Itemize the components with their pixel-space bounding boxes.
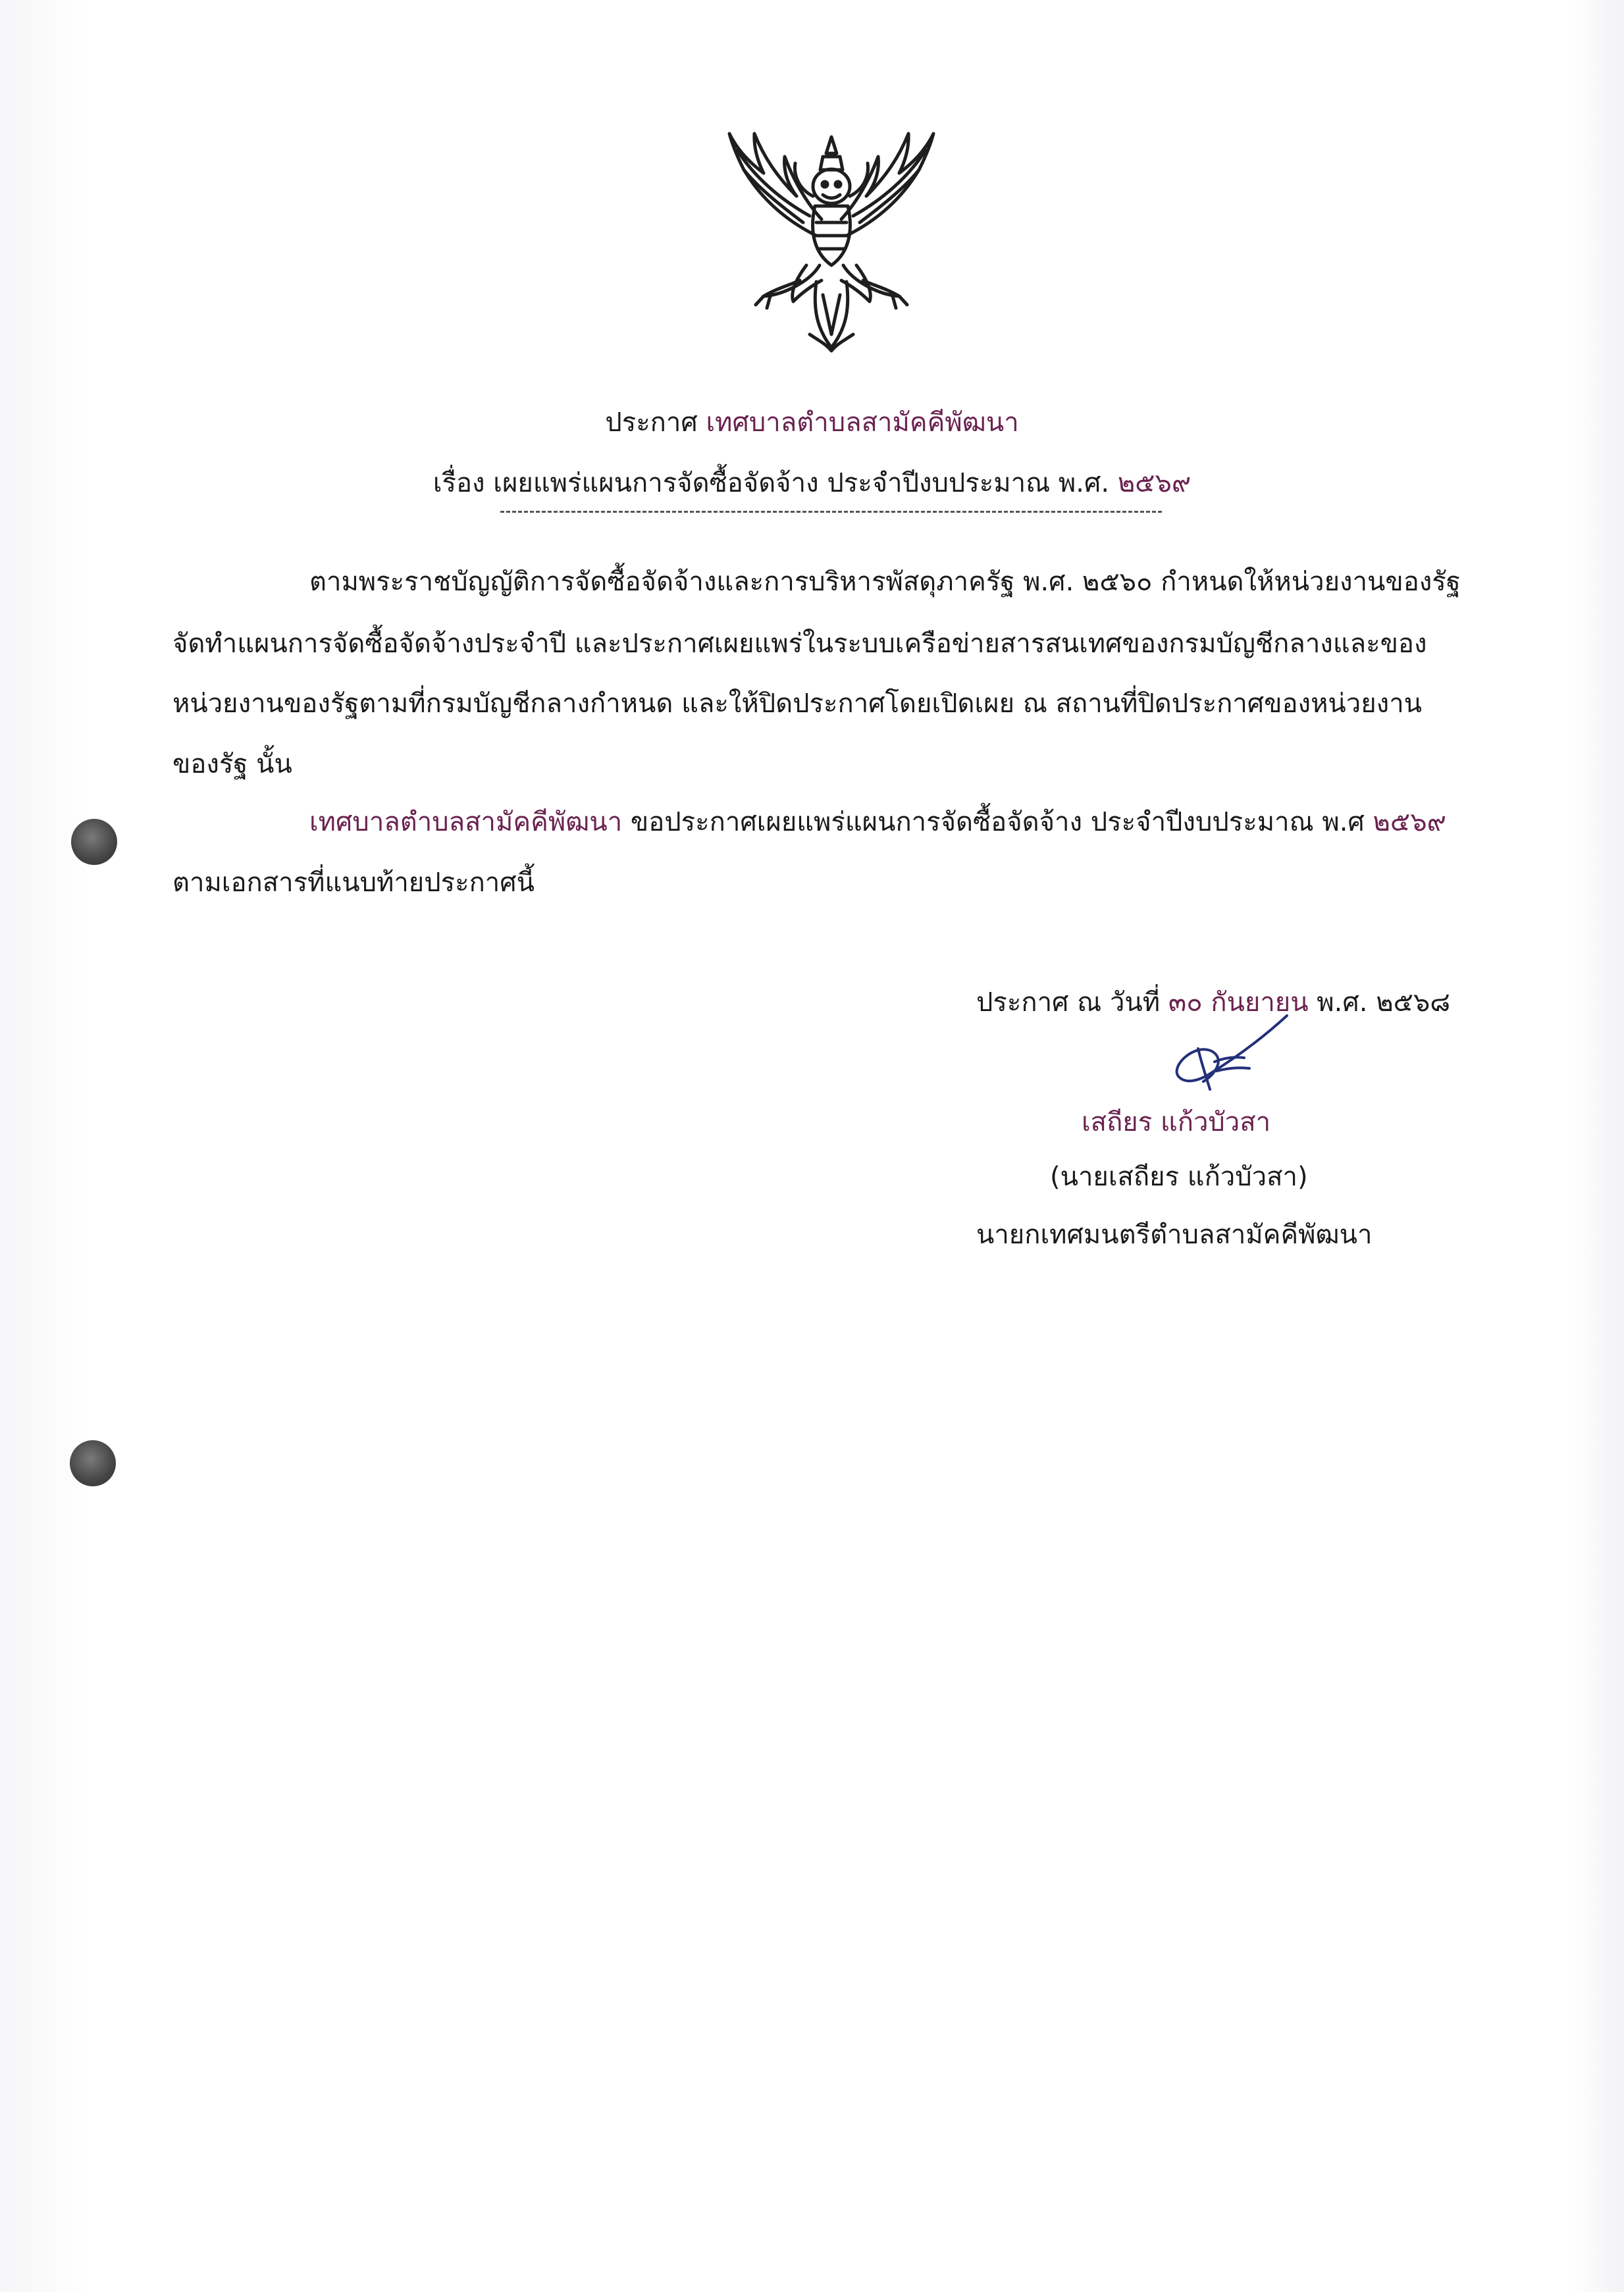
subject-year: ๒๕๖๙ [1117, 468, 1192, 498]
para2-year: ๒๕๖๙ [1373, 807, 1446, 837]
para2-line [309, 804, 1446, 841]
para2-org-name: เทศบาลตำบลสามัคคีพัฒนา [309, 807, 623, 837]
para1-line: หน่วยงานของรัฐตามที่กรมบัญชีกลางกำหนด และให้ปิดประกาศโดยเปิดเผย ณ สถานที่ปิดประกาศของหน่วยงาน [172, 689, 1423, 719]
title-org-name: เทศบาลตำบลสามัคคีพัฒนา [706, 407, 1019, 438]
date-prefix: ประกาศ ณ วันที่ [976, 987, 1161, 1018]
para1-line: ของรัฐ นั้น [172, 749, 292, 779]
announcement-title [0, 404, 1624, 441]
para1-line: ตามพระราชบัญญัติการจัดซื้อจัดจ้างและการบริหารพัสดุภาครัฐ พ.ศ. ๒๕๖๐ กำหนดให้หน่วยงานของรัฐ [309, 567, 1461, 597]
para2-text: ขอประกาศเผยแพร่แผนการจัดซื้อจัดจ้าง ประจำปีงบประมาณ พ.ศ [622, 807, 1373, 837]
signer-full-name: (นายเสถียร แก้วบัวสา) [1050, 1162, 1308, 1192]
signature-icon [1152, 1010, 1297, 1096]
date-suffix: พ.ศ. ๒๕๖๘ [1317, 987, 1451, 1018]
punch-hole [71, 819, 117, 865]
signer-title: นายกเทศมนตรีตำบลสามัคคีพัฒนา [976, 1220, 1373, 1250]
signer-name-text: เสถียร แก้วบัวสา [1082, 1107, 1271, 1137]
para1-line: จัดทำแผนการจัดซื้อจัดจ้างประจำปี และประกาศเผยแพร่ในระบบเครือข่ายสารสนเทศของกรมบัญชีกลางและของ [172, 629, 1427, 659]
punch-hole [70, 1440, 116, 1486]
subject-text: เรื่อง เผยแพร่แผนการจัดซื้อจัดจ้าง ประจำปีงบประมาณ พ.ศ. [432, 468, 1110, 498]
title-divider [500, 511, 1162, 513]
title-prefix: ประกาศ [605, 407, 698, 438]
date-value: ๓๐ กันยายน [1160, 987, 1317, 1018]
para2-line: ตามเอกสารที่แนบท้ายประกาศนี้ [172, 868, 535, 898]
announcement-subject [0, 465, 1624, 502]
signer-name [1082, 1104, 1270, 1141]
garuda-emblem-icon [718, 124, 945, 361]
